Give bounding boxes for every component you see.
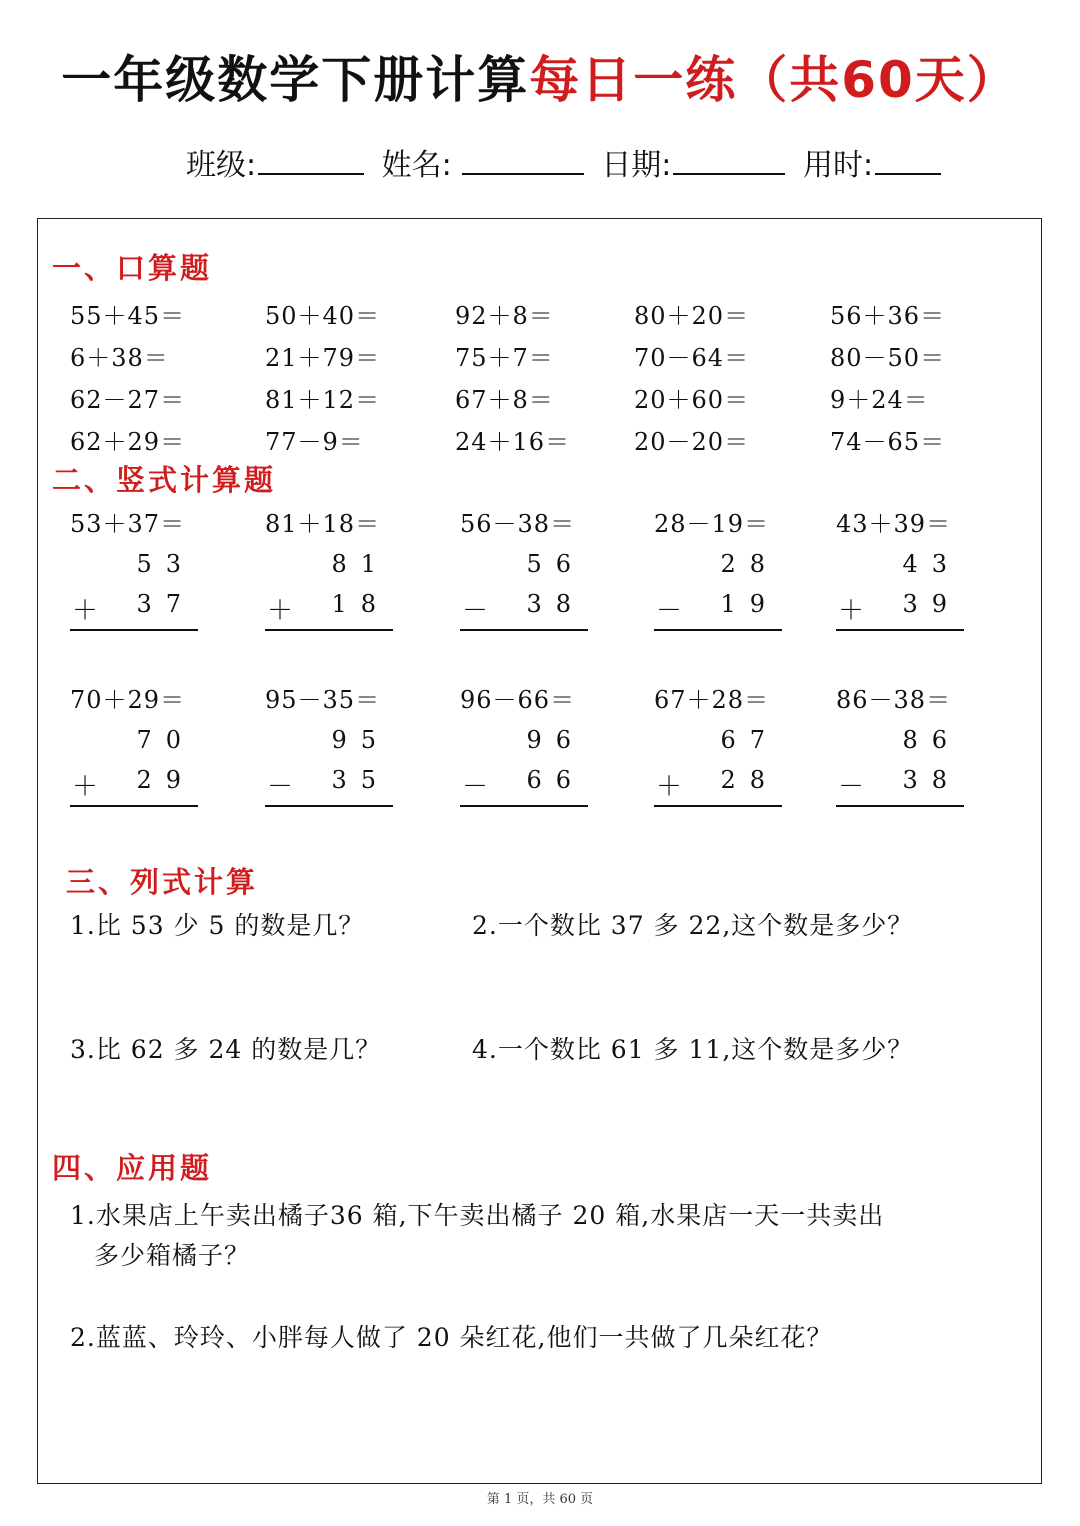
operator-sign: － xyxy=(838,772,865,802)
time-label: 用时: xyxy=(802,148,874,183)
operator-sign: ＋ xyxy=(72,596,99,626)
written-calc-question-3: 3.比 62 多 24 的数是几？ xyxy=(70,1035,382,1064)
class-field[interactable] xyxy=(186,140,364,184)
word-problem-1-line2: 多少箱橘子？ xyxy=(94,1241,251,1270)
oral-calc-problem: 20＋60＝ xyxy=(634,386,750,414)
oral-calc-problem: 62－27＝ xyxy=(70,386,186,414)
class-label: 班级: xyxy=(186,148,257,183)
operator-sign: ＋ xyxy=(72,772,99,802)
vertical-calc-equation: 53＋37＝ xyxy=(70,510,186,538)
date-field[interactable] xyxy=(601,140,785,184)
bottom-number: 29 xyxy=(136,766,195,794)
oral-calc-problem: 56＋36＝ xyxy=(830,302,946,330)
operator-sign: － xyxy=(462,772,489,802)
class-blank[interactable] xyxy=(258,147,364,175)
oral-calc-problem: 62＋29＝ xyxy=(70,428,186,456)
written-calc-question-2: 2.一个数比 37 多 22,这个数是多少？ xyxy=(472,911,914,940)
top-number: 86 xyxy=(902,726,961,754)
top-number: 43 xyxy=(902,550,961,578)
oral-calc-problem: 77－9＝ xyxy=(265,428,364,456)
answer-line xyxy=(265,805,393,807)
answer-line xyxy=(70,805,198,807)
answer-line xyxy=(460,805,588,807)
answer-line xyxy=(70,629,198,631)
vertical-calc-layout xyxy=(460,726,590,806)
time-field[interactable] xyxy=(803,140,941,184)
operator-sign: ＋ xyxy=(267,596,294,626)
operator-sign: － xyxy=(656,596,683,626)
vertical-calc-equation: 43＋39＝ xyxy=(836,510,952,538)
answer-line xyxy=(654,629,782,631)
vertical-calc-layout xyxy=(70,550,200,630)
name-blank[interactable] xyxy=(462,147,584,175)
answer-line xyxy=(836,805,964,807)
section4-heading: 四、应用题 xyxy=(52,1151,213,1185)
time-blank[interactable] xyxy=(875,147,941,175)
bottom-number: 18 xyxy=(331,590,390,618)
vertical-calc-equation: 86－38＝ xyxy=(836,686,952,714)
bottom-number: 35 xyxy=(331,766,390,794)
answer-line xyxy=(654,805,782,807)
bottom-number: 66 xyxy=(526,766,585,794)
vertical-calc-layout xyxy=(654,726,784,806)
bottom-number: 28 xyxy=(720,766,779,794)
vertical-calc-layout xyxy=(265,550,395,630)
vertical-calc-layout xyxy=(654,550,784,630)
oral-calc-problem: 74－65＝ xyxy=(830,428,946,456)
section2-heading: 二、竖式计算题 xyxy=(52,463,277,497)
word-problem-2: 2.蓝蓝、玲玲、小胖每人做了 20 朵红花,他们一共做了几朵红花？ xyxy=(70,1323,833,1352)
top-number: 70 xyxy=(136,726,195,754)
page-title xyxy=(0,40,1080,112)
section1-heading: 一、口算题 xyxy=(52,251,213,285)
oral-calc-problem: 75＋7＝ xyxy=(455,344,554,372)
vertical-calc-equation: 28－19＝ xyxy=(654,510,770,538)
operator-sign: － xyxy=(267,772,294,802)
oral-calc-problem: 50＋40＝ xyxy=(265,302,381,330)
vertical-calc-layout xyxy=(70,726,200,806)
answer-line xyxy=(460,629,588,631)
oral-calc-problem: 6＋38＝ xyxy=(70,344,169,372)
vertical-calc-equation: 70＋29＝ xyxy=(70,686,186,714)
student-info-row xyxy=(186,140,949,184)
page-footer: 第 1 页，共 60 页 xyxy=(486,1492,594,1507)
oral-calc-problem: 9＋24＝ xyxy=(830,386,929,414)
date-label: 日期: xyxy=(601,148,672,183)
vertical-calc-layout xyxy=(460,550,590,630)
vertical-calc-equation: 56－38＝ xyxy=(460,510,576,538)
vertical-calc-equation: 95－35＝ xyxy=(265,686,381,714)
oral-calc-problem: 55＋45＝ xyxy=(70,302,186,330)
name-label: 姓名: xyxy=(381,148,452,183)
oral-calc-problem: 80－50＝ xyxy=(830,344,946,372)
bottom-number: 38 xyxy=(902,766,961,794)
operator-sign: － xyxy=(462,596,489,626)
vertical-calc-layout xyxy=(265,726,395,806)
vertical-calc-layout xyxy=(836,550,966,630)
top-number: 67 xyxy=(720,726,779,754)
bottom-number: 39 xyxy=(902,590,961,618)
date-blank[interactable] xyxy=(673,147,785,175)
word-problem-1-line1: 1.水果店上午卖出橘子36 箱,下午卖出橘子 20 箱,水果店一天一共卖出 xyxy=(70,1201,885,1230)
oral-calc-problem: 67＋8＝ xyxy=(455,386,554,414)
oral-calc-problem: 21＋79＝ xyxy=(265,344,381,372)
oral-calc-problem: 81＋12＝ xyxy=(265,386,381,414)
section3-heading: 三、列式计算 xyxy=(66,865,259,899)
operator-sign: ＋ xyxy=(838,596,865,626)
vertical-calc-equation: 96－66＝ xyxy=(460,686,576,714)
oral-calc-problem: 20－20＝ xyxy=(634,428,750,456)
bottom-number: 37 xyxy=(136,590,195,618)
oral-calc-problem: 80＋20＝ xyxy=(634,302,750,330)
answer-line xyxy=(265,629,393,631)
top-number: 96 xyxy=(526,726,585,754)
name-field[interactable] xyxy=(382,140,584,184)
top-number: 53 xyxy=(136,550,195,578)
answer-line xyxy=(836,629,964,631)
title-highlight: 每日一练（共60天） xyxy=(529,51,1019,109)
title-main: 一年级数学下册计算 xyxy=(61,51,530,109)
oral-calc-problem: 70－64＝ xyxy=(634,344,750,372)
oral-calc-problem: 24＋16＝ xyxy=(455,428,571,456)
bottom-number: 38 xyxy=(526,590,585,618)
vertical-calc-layout xyxy=(836,726,966,806)
written-calc-question-1: 1.比 53 少 5 的数是几？ xyxy=(70,911,365,940)
top-number: 28 xyxy=(720,550,779,578)
bottom-number: 19 xyxy=(720,590,779,618)
operator-sign: ＋ xyxy=(656,772,683,802)
vertical-calc-equation: 81＋18＝ xyxy=(265,510,381,538)
oral-calc-problem: 92＋8＝ xyxy=(455,302,554,330)
top-number: 95 xyxy=(331,726,390,754)
written-calc-question-4: 4.一个数比 61 多 11,这个数是多少？ xyxy=(472,1035,914,1064)
top-number: 56 xyxy=(526,550,585,578)
vertical-calc-equation: 67＋28＝ xyxy=(654,686,770,714)
top-number: 81 xyxy=(331,550,390,578)
